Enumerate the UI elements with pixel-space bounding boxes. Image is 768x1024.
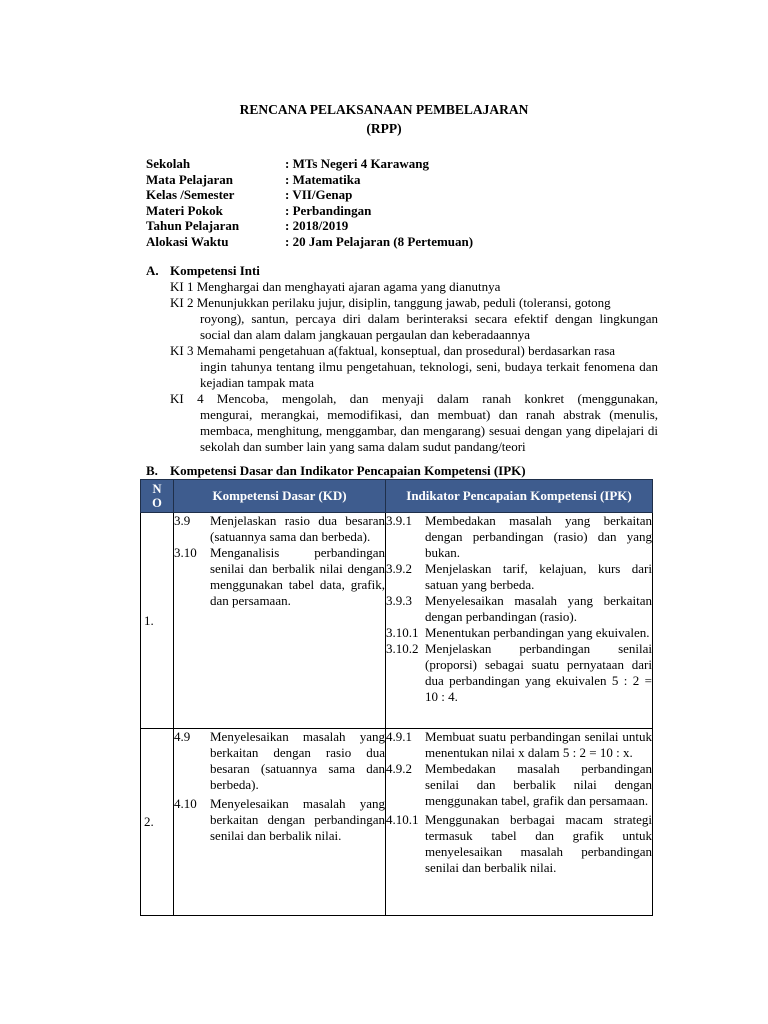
ipk-cell bbox=[386, 513, 653, 729]
kd-entry bbox=[174, 729, 385, 793]
ipk-entry bbox=[386, 729, 652, 761]
ipk-text: Menjelaskan perbandingan senilai (proporsi) sebagai suatu pernyataan dari dua perbandingan yang ekuivalen 5 : 2 = 10 : 4. bbox=[425, 641, 652, 704]
ipk-entry bbox=[386, 761, 652, 809]
ki-first-line: KI 2 Menunjukkan perilaku jujur, disiplin, tanggung jawab, peduli (toleransi, gotong bbox=[170, 295, 611, 310]
info-row bbox=[146, 218, 473, 234]
info-row bbox=[146, 203, 473, 219]
section-letter: A. bbox=[146, 263, 159, 278]
info-label: Mata Pelajaran bbox=[146, 171, 234, 187]
kd-entry bbox=[174, 796, 385, 844]
ki-first-line: KI 1 Menghargai dan menghayati ajaran agama yang dianutnya bbox=[170, 279, 501, 294]
kd-ipk-table bbox=[140, 479, 653, 916]
ki-item bbox=[170, 295, 658, 343]
kd-cell bbox=[174, 729, 386, 916]
ipk-number: 3.9.2 bbox=[386, 561, 412, 576]
info-label: Sekolah bbox=[146, 156, 191, 171]
kd-cell bbox=[174, 513, 386, 729]
ki-item bbox=[170, 343, 658, 391]
kd-text: Menyelesaikan masalah yang berkaitan dengan rasio dua besaran (satuannya sama dan berbeda). bbox=[210, 729, 385, 792]
ipk-text: Menyelesaikan masalah yang berkaitan dengan perbandingan (rasio). bbox=[425, 593, 652, 624]
row-number: 1. bbox=[141, 513, 174, 729]
info-row bbox=[146, 187, 473, 203]
info-value: : Perbandingan bbox=[285, 202, 372, 218]
ipk-entry bbox=[386, 625, 652, 641]
info-row bbox=[146, 234, 473, 250]
table-header-row bbox=[141, 480, 653, 513]
ki-item bbox=[170, 279, 658, 295]
ipk-text: Menggunakan berbagai macam strategi termasuk tabel dan grafik untuk menyelesaikan masalah perbandingan senilai dan berbalik nilai. bbox=[425, 812, 652, 875]
kd-text: Menyelesaikan masalah yang berkaitan dengan perbandingan senilai dan berbalik nilai. bbox=[210, 796, 385, 843]
kd-text: Menganalisis perbandingan senilai dan berbalik nilai dengan menggunakan tabel data, grafik, dan persamaan. bbox=[210, 545, 385, 608]
kompetensi-inti-list bbox=[170, 279, 658, 455]
kd-number: 4.9 bbox=[174, 729, 191, 744]
ipk-text: Membedakan masalah perbandingan senilai dan berbalik nilai dengan menggunakan tabel, grafik dan persamaan. bbox=[425, 761, 652, 808]
section-title: Kompetensi Dasar dan Indikator Pencapaian Kompetensi (IPK) bbox=[170, 463, 526, 478]
ki-item bbox=[170, 391, 658, 455]
ipk-entry bbox=[386, 641, 652, 705]
ipk-cell bbox=[386, 729, 653, 916]
kd-number: 4.10 bbox=[174, 796, 197, 811]
ipk-entry bbox=[386, 513, 652, 561]
ki-continuation: ingin tahunya tentang ilmu pengetahuan, teknologi, seni, budaya terkait fenomena dan kejadian tampak mata bbox=[200, 359, 658, 390]
ipk-text: Membuat suatu perbandingan senilai untuk menentukan nilai x dalam 5 : 2 = 10 : x. bbox=[425, 729, 652, 760]
info-label: Alokasi Waktu bbox=[146, 233, 229, 249]
section-a-heading bbox=[146, 263, 260, 279]
section-b-heading bbox=[146, 463, 526, 479]
ipk-number: 4.9.2 bbox=[386, 761, 412, 776]
document-title: RENCANA PELAKSANAAN PEMBELAJARAN bbox=[239, 102, 529, 117]
ipk-number: 3.9.3 bbox=[386, 593, 412, 608]
ipk-number: 3.9.1 bbox=[386, 513, 412, 528]
ipk-number: 4.10.1 bbox=[386, 812, 419, 827]
info-value: : 20 Jam Pelajaran (8 Pertemuan) bbox=[285, 233, 474, 249]
kd-number: 3.9 bbox=[174, 513, 191, 528]
ipk-text: Menentukan perbandingan yang ekuivalen. bbox=[425, 625, 650, 640]
ipk-text: Membedakan masalah yang berkaitan dengan perbandingan (rasio) dan yang bukan. bbox=[425, 513, 652, 560]
info-value: : VII/Genap bbox=[285, 187, 353, 203]
ipk-number: 3.10.2 bbox=[386, 641, 419, 656]
row-number: 2. bbox=[141, 729, 174, 916]
kd-entry bbox=[174, 545, 385, 609]
ki-continuation: mengurai, merangkai, memodifikasi, dan membuat) dan ranah abstrak (menulis, membaca, menghitung, menggambar, dan mengarang) sesuai dengan yang dipelajari di sekolah dan sumber lain yang sama dalam sudut pandang/teori bbox=[200, 407, 658, 454]
kd-text: Menjelaskan rasio dua besaran (satuannya sama dan berbeda). bbox=[210, 513, 385, 544]
section-title: Kompetensi Inti bbox=[170, 263, 260, 278]
info-value: : MTs Negeri 4 Karawang bbox=[285, 156, 429, 171]
ipk-entry bbox=[386, 593, 652, 625]
document-subtitle: (RPP) bbox=[366, 121, 402, 136]
header-kd: Kompetensi Dasar (KD) bbox=[174, 480, 386, 513]
ki-first-line: KI 3 Memahami pengetahuan a(faktual, konseptual, dan prosedural) berdasarkan rasa bbox=[170, 343, 616, 358]
info-value: : Matematika bbox=[285, 171, 361, 187]
ipk-entry bbox=[386, 561, 652, 593]
ki-first-line: KI 4 Mencoba, mengolah, dan menyaji dalam ranah konkret (menggunakan, bbox=[170, 391, 658, 406]
ipk-number: 4.9.1 bbox=[386, 729, 412, 744]
table-row bbox=[141, 513, 653, 729]
info-label: Kelas /Semester bbox=[146, 187, 235, 203]
info-value: : 2018/2019 bbox=[285, 218, 349, 234]
info-label: Tahun Pelajaran bbox=[146, 218, 240, 234]
header-no: N O bbox=[141, 480, 174, 513]
section-letter: B. bbox=[146, 463, 158, 478]
identity-block bbox=[146, 156, 473, 250]
header-ipk: Indikator Pencapaian Kompetensi (IPK) bbox=[386, 480, 653, 513]
ipk-number: 3.10.1 bbox=[386, 625, 419, 640]
info-row bbox=[146, 172, 473, 188]
kd-number: 3.10 bbox=[174, 545, 197, 560]
table-row bbox=[141, 729, 653, 916]
ipk-entry bbox=[386, 812, 652, 876]
ipk-text: Menjelaskan tarif, kelajuan, kurs dari satuan yang berbeda. bbox=[425, 561, 652, 592]
ki-continuation: royong), santun, percaya diri dalam berinteraksi secara efektif dengan lingkungan social dan alam dalam jangkauan pergaulan dan keberadaannya bbox=[200, 311, 658, 342]
kd-entry bbox=[174, 513, 385, 545]
info-label: Materi Pokok bbox=[146, 202, 223, 218]
info-row bbox=[146, 156, 473, 172]
